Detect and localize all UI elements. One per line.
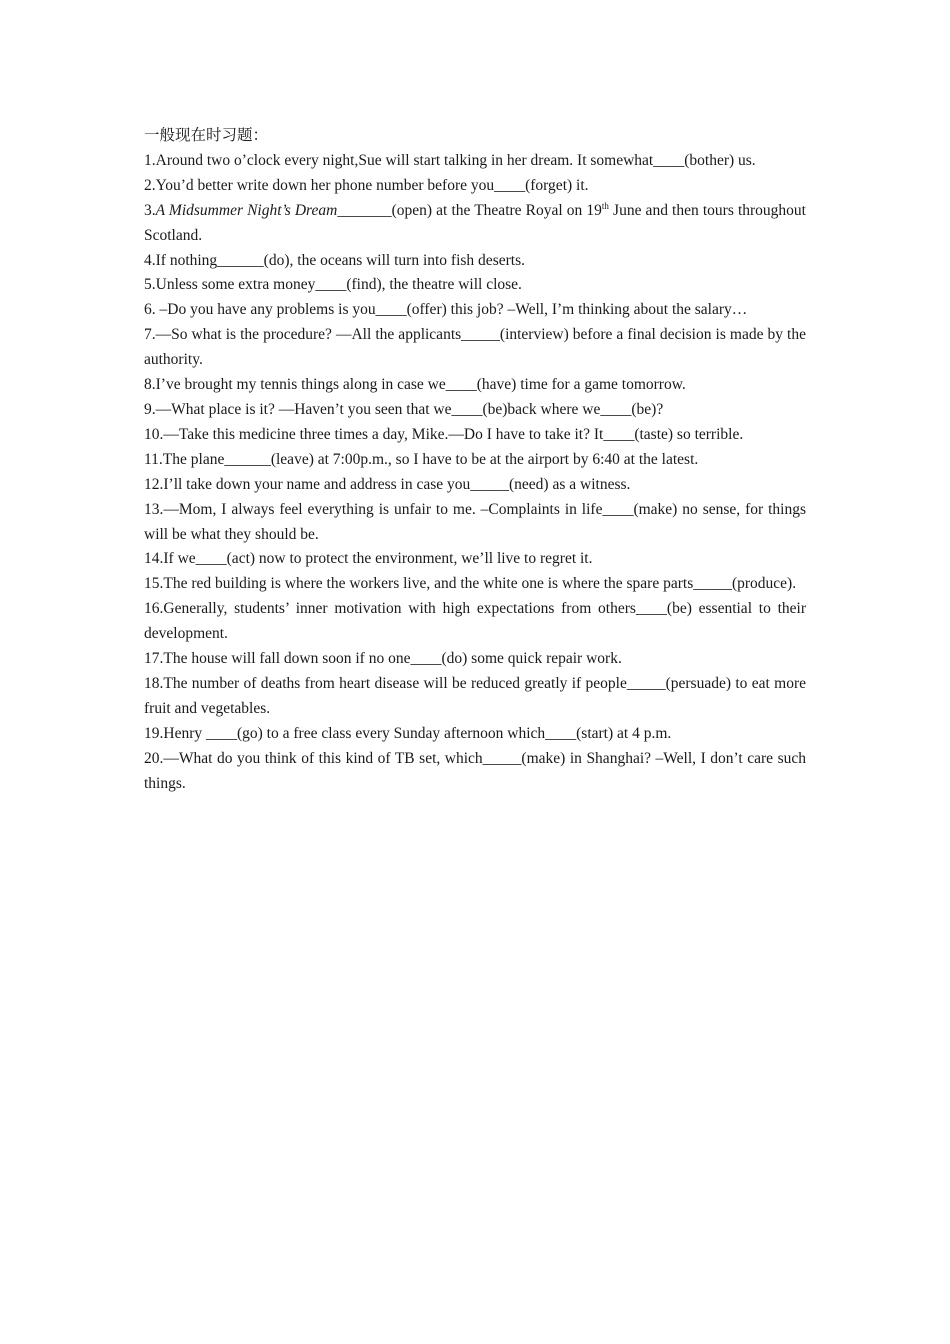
- question-15: 15.The red building is where the workers live, and the white one is where the spare parts_____(produce).: [144, 575, 797, 593]
- worksheet-page: [144, 124, 806, 796]
- question-20: 20.—What do you think of this kind of TB set, which_____(make) in Shanghai? –Well, I don’t care such things.: [144, 749, 806, 792]
- question-3-suffix: June and then tours throughout Scotland.: [144, 201, 806, 244]
- question-7: 7.—So what is the procedure? —All the applicants_____(interview) before a final decision is made by the authority.: [144, 326, 806, 369]
- worksheet-heading: 一般现在时习题：: [144, 127, 269, 144]
- question-3-number: 3.: [144, 201, 156, 219]
- question-2: 2.You’d better write down her phone number before you____(forget) it.: [144, 176, 589, 194]
- question-3: [144, 199, 806, 249]
- question-8: 8.I’ve brought my tennis things along in case we____(have) time for a game tomorrow.: [144, 376, 686, 394]
- question-18: 18.The number of deaths from heart disease will be reduced greatly if people_____(persuade) to eat more fruit and vegetables.: [144, 674, 806, 717]
- question-14: 14.If we____(act) now to protect the environment, we’ll live to regret it.: [144, 550, 593, 568]
- question-5: 5.Unless some extra money____(find), the theatre will close.: [144, 276, 522, 294]
- question-11: 11.The plane______(leave) at 7:00p.m., so I have to be at the airport by 6:40 at the latest.: [144, 450, 699, 468]
- question-16: 16.Generally, students’ inner motivation with high expectations from others____(be) essential to their development.: [144, 600, 806, 643]
- question-4: 4.If nothing______(do), the oceans will turn into fish deserts.: [144, 251, 525, 269]
- question-9: 9.—What place is it? —Haven’t you seen that we____(be)back where we____(be)?: [144, 400, 664, 418]
- question-10: 10.—Take this medicine three times a day, Mike.—Do I have to take it? It____(taste) so terrible.: [144, 425, 744, 443]
- question-1: 1.Around two o’clock every night,Sue will start talking in her dream. It somewhat____(bother) us.: [144, 151, 756, 169]
- question-6: 6. –Do you have any problems is you____(offer) this job? –Well, I’m thinking about the salary…: [144, 301, 748, 319]
- question-3-superscript: th: [601, 200, 609, 211]
- question-19: 19.Henry ____(go) to a free class every Sunday afternoon which____(start) at 4 p.m.: [144, 724, 672, 742]
- question-12: 12.I’ll take down your name and address in case you_____(need) as a witness.: [144, 475, 631, 493]
- question-3-title: A Midsummer Night’s Dream: [155, 201, 338, 219]
- question-13: 13.—Mom, I always feel everything is unfair to me. –Complaints in life____(make) no sense, for things will be what they should be.: [144, 500, 806, 543]
- question-3-middle: _______(open) at the Theatre Royal on 19: [337, 201, 602, 219]
- question-17: 17.The house will fall down soon if no one____(do) some quick repair work.: [144, 650, 622, 668]
